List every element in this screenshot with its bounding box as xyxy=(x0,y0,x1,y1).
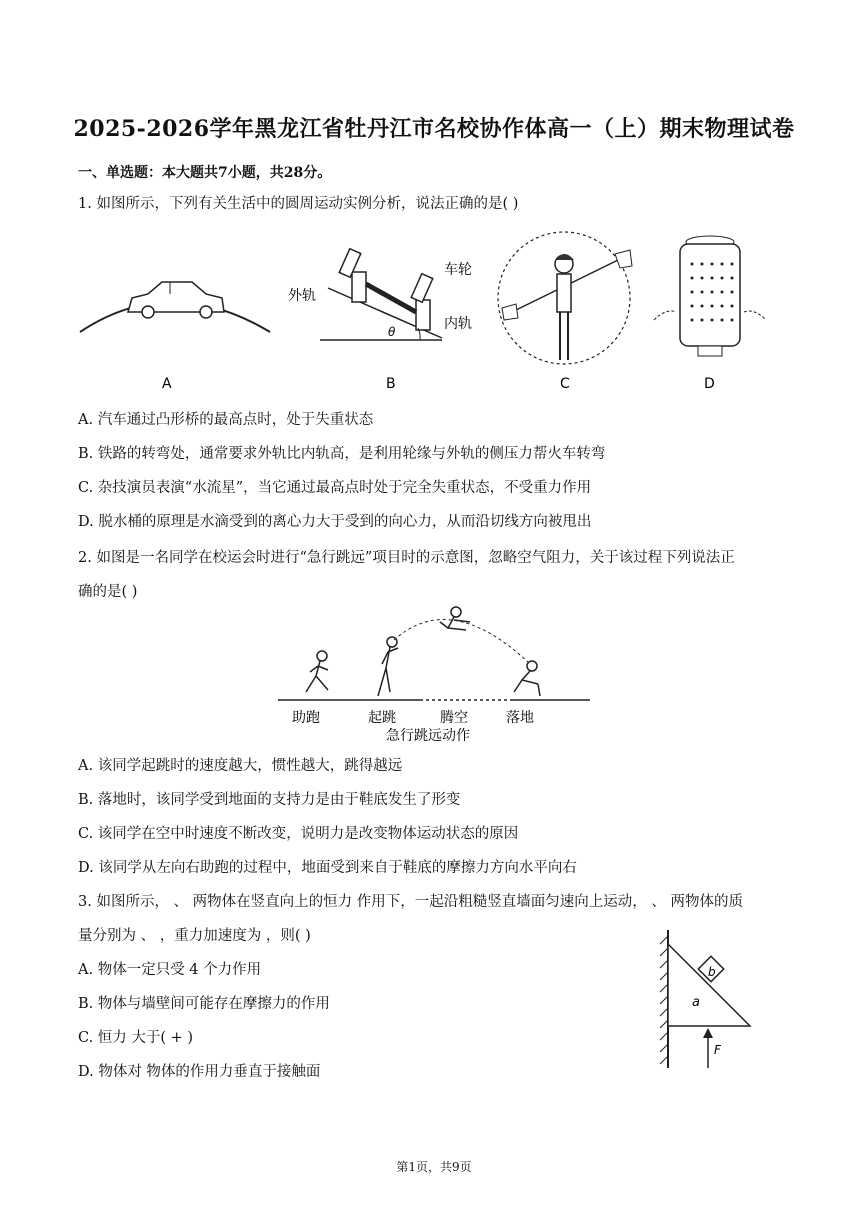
q1-option-a: A. 汽车通过凸形桥的最高点时，处于失重状态 xyxy=(78,412,374,428)
q2-figure-caption: 急行跳远动作 xyxy=(386,728,470,744)
q2-option-a: A. 该同学起跳时的速度越大，惯性越大，跳得越远 xyxy=(78,758,403,774)
airborne-figure xyxy=(440,607,470,630)
q1-option-c: C. 杂技演员表演“水流星”，当它通过最高点时处于完全失重状态，不受重力作用 xyxy=(78,480,592,496)
outer-rail-label: 外轨 xyxy=(288,288,316,304)
section-heading: 一、单选题：本大题共7小题，共28分。 xyxy=(78,165,332,181)
force-f-label: F xyxy=(714,1043,721,1057)
block-a-label: a xyxy=(692,995,700,1010)
q3-option-b: B. 物体与墙壁间可能存在摩擦力的作用 xyxy=(78,996,330,1012)
q1-stem: 1. 如图所示，下列有关生活中的圆周运动实例分析，说法正确的是( ) xyxy=(78,196,519,212)
fig-label-b: B xyxy=(386,376,396,392)
water-meteor-diagram xyxy=(498,232,632,392)
car-on-bridge-diagram xyxy=(80,282,270,392)
q3-stem-line2: 量分别为 、 ，重力加速度为 ，则( ) xyxy=(78,928,311,944)
q1-figure xyxy=(70,220,790,400)
air-label: 腾空 xyxy=(440,710,468,726)
jumper-figure xyxy=(378,637,398,696)
inner-rail-label: 内轨 xyxy=(444,316,472,332)
spin-dryer-diagram xyxy=(654,236,766,392)
q1-option-d: D. 脱水桶的原理是水滴受到的离心力大于受到的向心力，从而沿切线方向被甩出 xyxy=(78,514,592,530)
q3-option-c: C. 恒力 大于( + ) xyxy=(78,1030,194,1046)
page-footer: 第1页，共9页 xyxy=(396,1160,472,1174)
q2-option-b: B. 落地时，该同学受到地面的支持力是由于鞋底发生了形变 xyxy=(78,792,461,808)
q2-option-c: C. 该同学在空中时速度不断改变，说明力是改变物体运动状态的原因 xyxy=(78,826,519,842)
q2-stem-line1: 2. 如图是一名同学在校运会时进行“急行跳远”项目时的示意图，忽略空气阻力，关于该过程下列说法正 xyxy=(78,550,735,566)
q2-figure xyxy=(270,600,600,748)
q2-stem-line2: 确的是( ) xyxy=(78,584,138,600)
page-title: 2025-2026学年黑龙江省牡丹江市名校协作体高一（上）期末物理试卷 xyxy=(73,116,795,142)
fig-label-c: C xyxy=(560,376,570,392)
railway-curve-diagram xyxy=(288,249,472,392)
runner-figure xyxy=(306,651,328,692)
takeoff-label: 起跳 xyxy=(368,710,396,726)
q2-option-d: D. 该同学从左向右助跑的过程中，地面受到来自于鞋底的摩擦力方向水平向右 xyxy=(78,860,577,876)
run-label: 助跑 xyxy=(292,710,320,726)
q3-option-d: D. 物体对 物体的作用力垂直于接触面 xyxy=(78,1064,321,1080)
fig-label-a: A xyxy=(162,376,172,392)
landing-figure xyxy=(514,661,540,696)
q3-stem-line1: 3. 如图所示， 、 两物体在竖直向上的恒力 作用下，一起沿粗糙竖直墙面匀速向上运动， 、 两物体的质 xyxy=(78,894,743,910)
q3-option-a: A. 物体一定只受 4 个力作用 xyxy=(78,962,262,978)
land-label: 落地 xyxy=(506,710,534,726)
block-b-label: b xyxy=(708,965,716,979)
theta-label: θ xyxy=(388,325,396,339)
q1-option-b: B. 铁路的转弯处，通常要求外轨比内轨高，是利用轮缘与外轨的侧压力帮火车转弯 xyxy=(78,446,606,462)
wheel-label: 车轮 xyxy=(444,262,472,278)
fig-label-d: D xyxy=(704,376,715,392)
q3-figure xyxy=(652,926,762,1076)
